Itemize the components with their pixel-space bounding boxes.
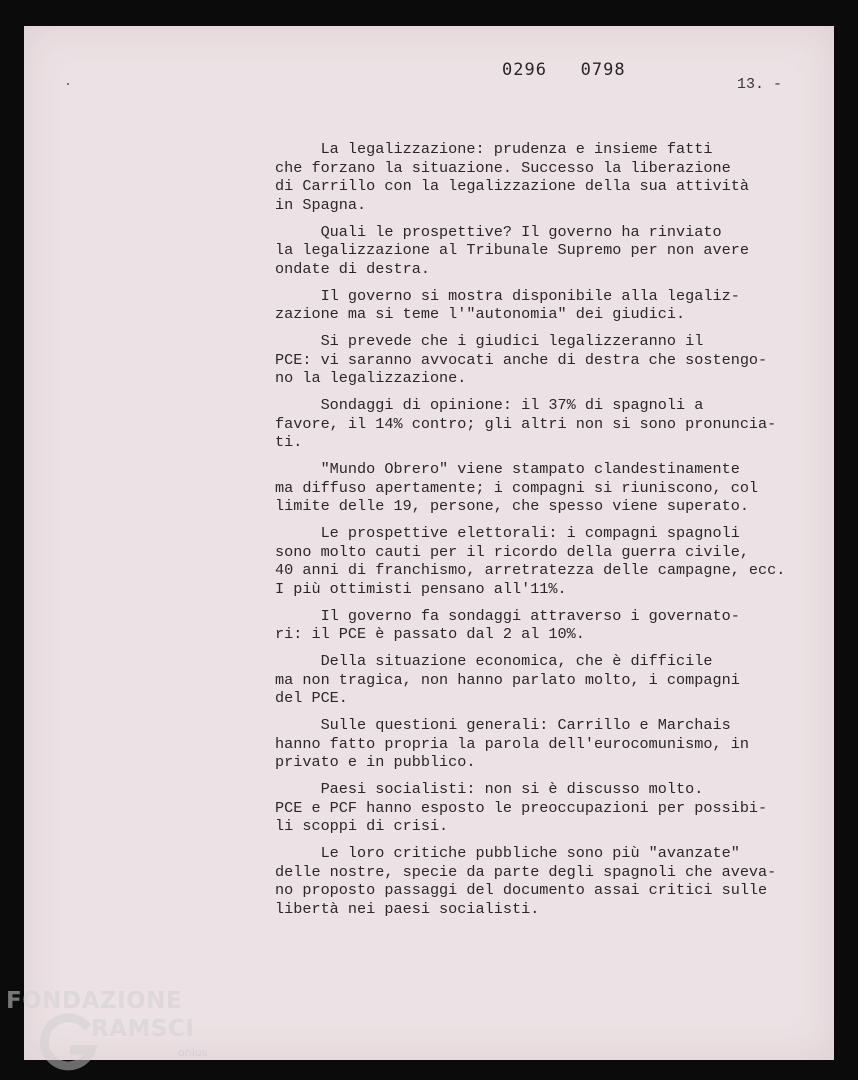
watermark-line-gramsci: RAMSCI xyxy=(91,1016,195,1042)
text-line: Quali le prospettive? Il governo ha rinviato xyxy=(275,222,722,241)
paragraph xyxy=(275,223,835,279)
text-line: ma diffuso apertamente; i compagni si riuniscono, col xyxy=(275,478,759,497)
ink-speck xyxy=(67,83,69,85)
text-line: ma non tragica, non hanno parlato molto, i compagni xyxy=(275,670,740,689)
page-number: 13. - xyxy=(737,76,783,93)
text-line: "Mundo Obrero" viene stampato clandestinamente xyxy=(275,460,740,478)
text-line: PCE: vi saranno avvocati anche di destra che sostengo- xyxy=(275,350,768,369)
text-line: ti. xyxy=(275,433,303,451)
text-line: la legalizzazione al Tribunale Supremo per non avere xyxy=(275,241,749,259)
watermark-line-fondazione: FONDAZIONE xyxy=(6,988,183,1014)
text-line: del PCE. xyxy=(275,689,348,707)
text-line: PCE e PCF hanno esposto le preoccupazioni per possibi- xyxy=(275,798,768,817)
text-line: delle nostre, specie da parte degli spagnoli che aveva- xyxy=(275,862,777,881)
text-line: Le prospettive elettorali: i compagni spagnoli xyxy=(275,524,740,542)
text-line: privato e in pubblico. xyxy=(275,753,476,771)
typed-body-text xyxy=(275,140,835,927)
text-line: I più ottimisti pensano all'11%. xyxy=(275,579,567,598)
text-line: in Spagna. xyxy=(275,195,367,214)
text-line: Il governo fa sondaggi attraverso i governato- xyxy=(275,606,740,625)
paragraph xyxy=(275,287,835,324)
watermark-line-onlus: onlus xyxy=(178,1046,208,1059)
paragraph xyxy=(275,332,835,388)
text-line: Della situazione economica, che è difficile xyxy=(275,652,713,670)
text-line: favore, il 14% contro; gli altri non si sono pronuncia- xyxy=(275,414,777,433)
text-line: La legalizzazione: prudenza e insieme fatti xyxy=(275,140,713,158)
text-line: Si prevede che i giudici legalizzeranno il xyxy=(275,332,704,350)
paragraph xyxy=(275,396,835,452)
text-line: sono molto cauti per il ricordo della guerra civile, xyxy=(275,542,749,561)
gramsci-g-logo-icon xyxy=(36,1012,98,1074)
text-line: Sondaggi di opinione: il 37% di spagnoli a xyxy=(275,396,704,414)
text-line: no la legalizzazione. xyxy=(275,369,467,387)
archive-reference-number: 0296 0798 xyxy=(502,60,626,80)
text-line: che forzano la situazione. Successo la liberazione xyxy=(275,158,731,177)
text-line: hanno fatto propria la parola dell'eurocomunismo, in xyxy=(275,734,749,753)
text-line: zazione ma si teme l'"autonomia" dei giudici. xyxy=(275,305,686,323)
paragraph xyxy=(275,780,835,836)
fondazione-gramsci-watermark xyxy=(6,988,216,1078)
text-line: li scoppi di crisi. xyxy=(275,817,449,835)
text-line: Il governo si mostra disponibile alla legaliz- xyxy=(275,286,740,305)
paragraph xyxy=(275,652,835,708)
paragraph xyxy=(275,716,835,772)
text-line: Le loro critiche pubbliche sono più "avanzate" xyxy=(275,844,740,862)
paragraph xyxy=(275,460,835,516)
paragraph xyxy=(275,607,835,644)
text-line: 40 anni di franchismo, arretratezza delle campagne, ecc. xyxy=(275,561,786,579)
text-line: Paesi socialisti: non si è discusso molto. xyxy=(275,780,704,798)
text-line: limite delle 19, persone, che spesso viene superato. xyxy=(275,497,749,515)
text-line: no proposto passaggi del documento assai critici sulle xyxy=(275,881,768,899)
paragraph xyxy=(275,524,835,598)
paragraph xyxy=(275,844,835,918)
text-line: di Carrillo con la legalizzazione della sua attività xyxy=(275,177,749,195)
paragraph xyxy=(275,140,835,214)
text-line: ondate di destra. xyxy=(275,259,430,278)
text-line: ri: il PCE è passato dal 2 al 10%. xyxy=(275,625,585,643)
text-line: libertà nei paesi socialisti. xyxy=(275,899,540,918)
text-line: Sulle questioni generali: Carrillo e Marchais xyxy=(275,716,731,734)
